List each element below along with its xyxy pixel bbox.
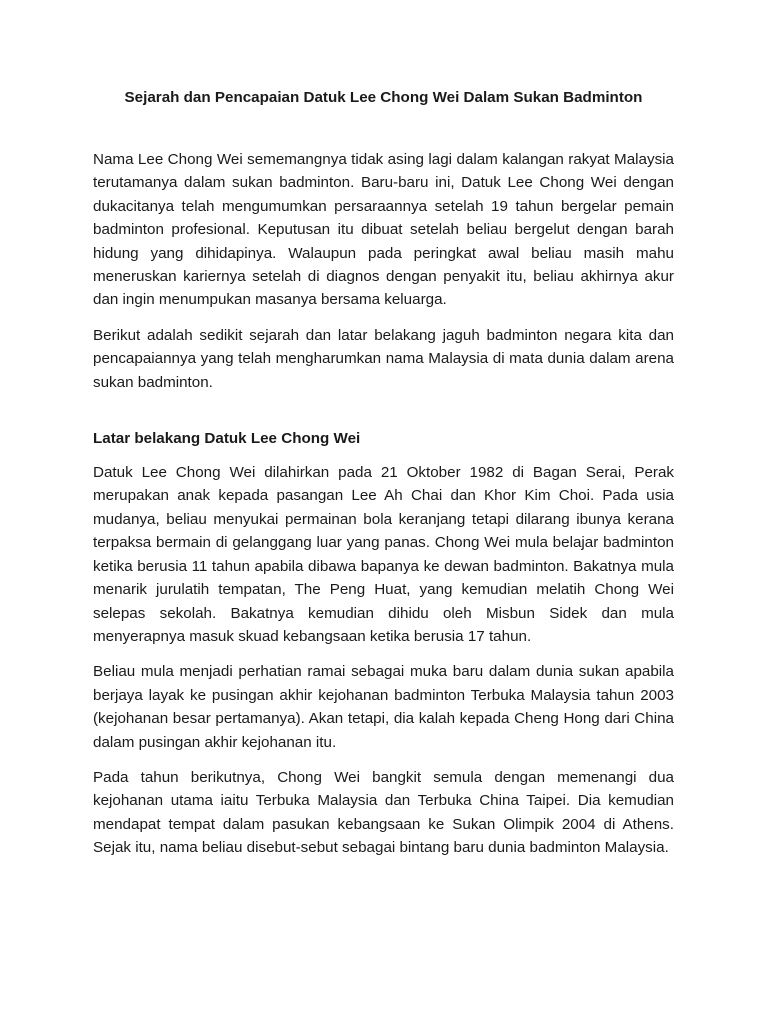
document-title: Sejarah dan Pencapaian Datuk Lee Chong Wei Dalam Sukan Badminton — [124, 89, 643, 106]
intro-paragraph-1: Nama Lee Chong Wei sememangnya tidak asing lagi dalam kalangan rakyat Malaysia terutamanya dalam sukan badminton. Baru-baru ini, Datuk Lee Chong Wei dengan dukacitanya telah mengumumkan persaraannya setelah 19 tahun bergelar pemain badminton profesional. Keputusan itu dibuat setelah beliau bergelut dengan barah hidung yang dihidapinya. Walaupun pada peringkat awal beliau masih mahu meneruskan kariernya setelah di diagnos dengan penyakit itu, beliau akhirnya akur dan ingin menumpukan masanya bersama keluarga. — [93, 151, 674, 309]
section-paragraph-3: Pada tahun berikutnya, Chong Wei bangkit semula dengan memenangi dua kejohanan utama iaitu Terbuka Malaysia dan Terbuka China Taipei. Dia kemudian mendapat tempat dalam pasukan kebangsaan ke Sukan Olimpik 2004 di Athens. Sejak itu, nama beliau disebut-sebut sebagai bintang baru dunia badminton Malaysia. — [93, 768, 674, 857]
section-paragraph-1: Datuk Lee Chong Wei dilahirkan pada 21 Oktober 1982 di Bagan Serai, Perak merupakan anak kepada pasangan Lee Ah Chai dan Khor Kim Choi. Pada usia mudanya, beliau menyukai permainan bola keranjang tetapi dilarang ibunya kerana terpaksa bermain di gelanggang luar yang panas. Chong Wei mula belajar badminton ketika berusia 11 tahun apabila dibawa bapanya ke dewan badminton. Bakatnya mula menarik jurulatih tempatan, The Peng Huat, yang kemudian melatih Chong Wei selepas sekolah. Bakatnya kemudian dihidu oleh Misbun Sidek dan mula menyerapnya masuk skuad kebangsaan ketika berusia 17 tahun. — [93, 464, 674, 645]
intro-paragraph-2: Berikut adalah sedikit sejarah dan latar belakang jaguh badminton negara kita dan pencapaiannya yang telah mengharumkan nama Malaysia di mata dunia dalam arena sukan badminton. — [93, 326, 674, 391]
section-paragraph-2: Beliau mula menjadi perhatian ramai sebagai muka baru dalam dunia sukan apabila berjaya layak ke pusingan akhir kejohanan badminton Terbuka Malaysia tahun 2003 (kejohanan besar pertamanya). Akan tetapi, dia kalah kepada Cheng Hong dari China dalam pusingan akhir kejohanan itu. — [93, 663, 674, 751]
section-heading: Latar belakang Datuk Lee Chong Wei — [93, 430, 361, 448]
